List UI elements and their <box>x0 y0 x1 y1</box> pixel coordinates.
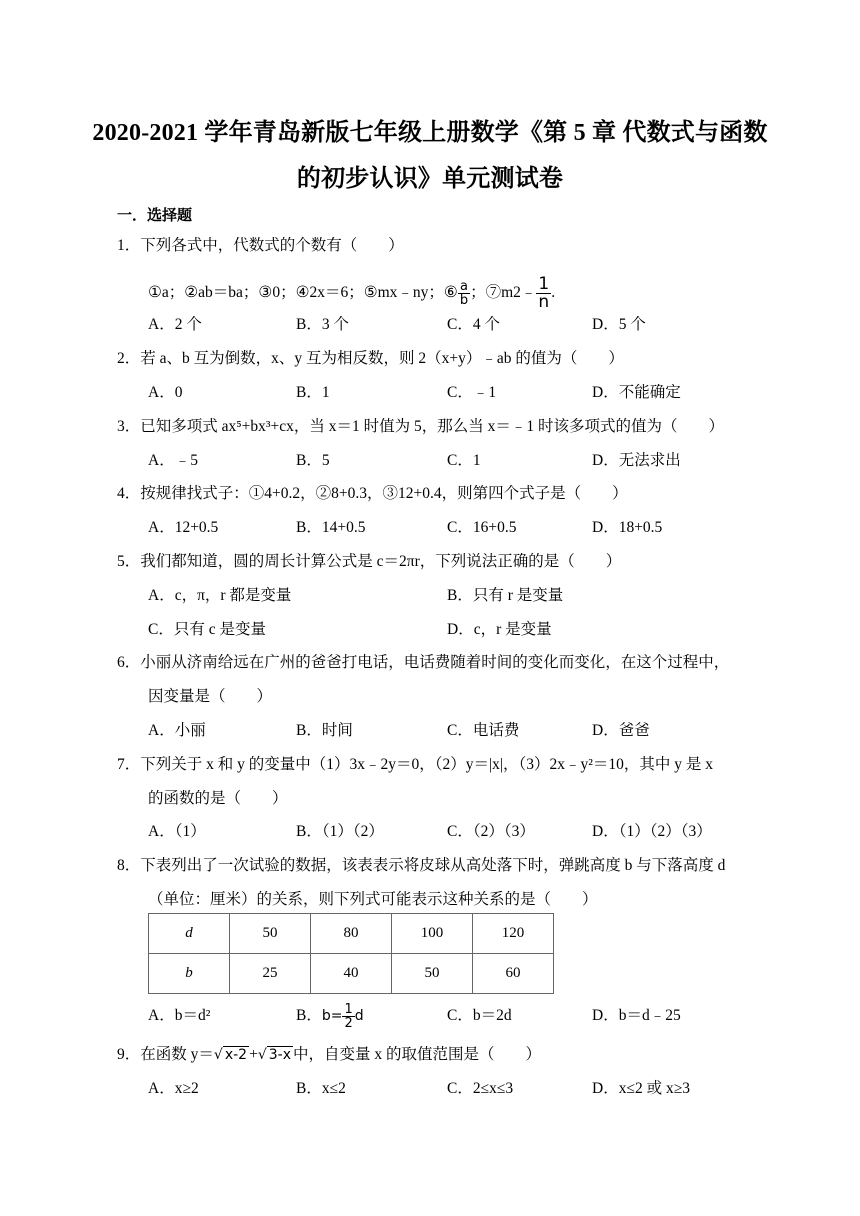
question-1-option-d: D．5 个 <box>592 316 646 333</box>
table-cell: 120 <box>473 914 554 954</box>
question-1-items-b: ；⑦m2﹣ <box>470 284 537 302</box>
table-cell <box>149 914 230 954</box>
question-4-option-a: A．12+0.5 <box>148 519 219 536</box>
question-2-option-d: D．不能确定 <box>592 384 681 401</box>
question-9-option-b: B．x≤2 <box>296 1080 346 1097</box>
question-6-option-a: A．小丽 <box>148 722 206 739</box>
question-9-option-a: A．x≥2 <box>148 1080 199 1097</box>
section-heading: 一．选择题 <box>117 208 193 224</box>
question-8-stem-line-1: 8．下表列出了一次试验的数据，该表表示将皮球从高处落下时，弹跳高度 b 与下落高度 d <box>117 857 726 874</box>
table-cell: 60 <box>473 954 554 994</box>
question-2-option-c: C．﹣1 <box>447 384 497 401</box>
question-9-stem <box>117 1045 541 1065</box>
question-9-stem-suffix: 中，自变量 x 的取值范围是（ ） <box>292 1046 541 1063</box>
question-8-stem-line-2: （单位：厘米）的关系，则下列式可能表示这种关系的是（ ） <box>148 891 598 908</box>
question-6-stem-line-2: 因变量是（ ） <box>148 688 273 705</box>
question-6-stem-line-1: 6．小丽从济南给远在广州的爸爸打电话，电话费随着时间的变化而变化，在这个过程中， <box>117 654 730 671</box>
table-row-label: d <box>185 925 193 941</box>
table-row-label: b <box>185 965 193 981</box>
question-3-option-b: B．5 <box>296 452 330 469</box>
question-3-option-c: C．1 <box>447 452 481 469</box>
table-cell: 40 <box>311 954 392 994</box>
table-cell: 50 <box>230 914 311 954</box>
table-cell: 80 <box>311 914 392 954</box>
table-cell: 100 <box>392 914 473 954</box>
question-4-option-b: B．14+0.5 <box>296 519 366 536</box>
square-root-expression: √ 3-x <box>257 1047 291 1063</box>
question-6-option-b: B．时间 <box>296 722 353 739</box>
experiment-data-table <box>148 913 554 994</box>
question-7-option-d: D．（1）（2）（3） <box>592 823 712 840</box>
exam-title-line-2: 的初步认识》单元测试卷 <box>296 166 564 192</box>
option-b-lhs: b= <box>321 1008 343 1025</box>
fraction-numerator: 1 <box>344 1002 353 1017</box>
question-6-option-d: D．爸爸 <box>592 722 650 739</box>
question-3-option-a: A．﹣5 <box>148 452 198 469</box>
question-7-option-a: A．（1） <box>148 823 206 840</box>
table-cell: 50 <box>392 954 473 994</box>
exam-title-line-1: 2020-2021 学年青岛新版七年级上册数学《第 5 章 代数式与函数 <box>92 120 768 146</box>
question-1-option-c: C．4 个 <box>447 316 500 333</box>
question-6-option-c: C．电话费 <box>447 722 520 739</box>
fraction-one-half <box>342 1003 354 1030</box>
question-2-option-b: B．1 <box>296 384 330 401</box>
question-1-stem: 1．下列各式中，代数式的个数有（ ） <box>117 237 404 254</box>
question-4-option-c: C．16+0.5 <box>447 519 517 536</box>
question-2-option-a: A．0 <box>148 384 183 401</box>
option-b-prefix: B． <box>296 1007 322 1025</box>
question-5-option-a: A．c，π，r 都是变量 <box>148 587 292 604</box>
table-row <box>149 914 554 954</box>
question-5-stem: 5．我们都知道，圆的周长计算公式是 c＝2πr，下列说法正确的是（ ） <box>117 553 622 570</box>
fraction-numerator: 1 <box>538 274 550 294</box>
question-7-stem-line-1: 7．下列关于 x 和 y 的变量中（1）3x﹣2y＝0，（2）y＝|x|，（3）2x﹣y²＝10，其中 y 是 x <box>117 756 713 773</box>
plus-sign: + <box>249 1046 258 1063</box>
table-cell: 25 <box>230 954 311 994</box>
question-9-option-d: D．x≤2 或 x≥3 <box>592 1080 690 1097</box>
square-root-expression: √ x-2 <box>213 1047 248 1063</box>
question-1-option-b: B．3 个 <box>296 316 349 333</box>
question-3-stem: 3．已知多项式 ax⁵+bx³+cx，当 x＝1 时值为 5，那么当 x＝﹣1 时该多项式的值为（ ） <box>117 418 725 435</box>
question-4-stem: 4．按规律找式子：①4+0.2，②8+0.3，③12+0.4，则第四个式子是（ ） <box>117 485 628 502</box>
question-4-option-d: D．18+0.5 <box>592 519 663 536</box>
question-1-option-a: A．2 个 <box>148 316 202 333</box>
radicand: x-2 <box>224 1047 248 1063</box>
question-8-option-a: A．b＝d² <box>148 1007 211 1024</box>
question-1-items-a: ①a；②ab＝ba；③0；④2x＝6；⑤mx﹣ny；⑥ <box>148 284 458 302</box>
radicand: 3-x <box>268 1047 291 1063</box>
question-8-option-c: C．b＝2d <box>447 1007 512 1024</box>
question-2-stem: 2．若 a、b 互为倒数，x、y 互为相反数，则 2（x+y）﹣ab 的值为（ ） <box>117 350 624 367</box>
question-9-stem-prefix: 9．在函数 y＝ <box>117 1046 214 1063</box>
fraction-denominator: b <box>459 293 469 308</box>
question-5-option-b: B．只有 r 是变量 <box>447 587 564 604</box>
question-7-option-c: C．（2）（3） <box>447 823 535 840</box>
table-row <box>149 954 554 994</box>
question-1-items <box>148 276 555 311</box>
table-cell <box>149 954 230 994</box>
question-8-option-d: D．b＝d﹣25 <box>592 1007 681 1024</box>
question-8-option-b <box>296 1003 364 1030</box>
question-3-option-d: D．无法求出 <box>592 452 681 469</box>
question-5-option-d: D．c，r 是变量 <box>447 621 552 638</box>
question-7-option-b: B．（1）（2） <box>296 823 384 840</box>
option-b-variable: d <box>354 1008 364 1025</box>
fraction-1-over-n <box>536 276 551 311</box>
fraction-numerator: a <box>458 280 470 294</box>
question-7-stem-line-2: 的函数的是（ ） <box>148 790 288 807</box>
question-5-option-c: C．只有 c 是变量 <box>148 621 266 638</box>
question-9-option-c: C．2≤x≤3 <box>447 1080 514 1097</box>
question-1-items-end: . <box>551 284 556 302</box>
fraction-denominator: n <box>538 292 550 312</box>
fraction-denominator: 2 <box>344 1016 353 1031</box>
fraction-a-over-b <box>458 280 470 307</box>
